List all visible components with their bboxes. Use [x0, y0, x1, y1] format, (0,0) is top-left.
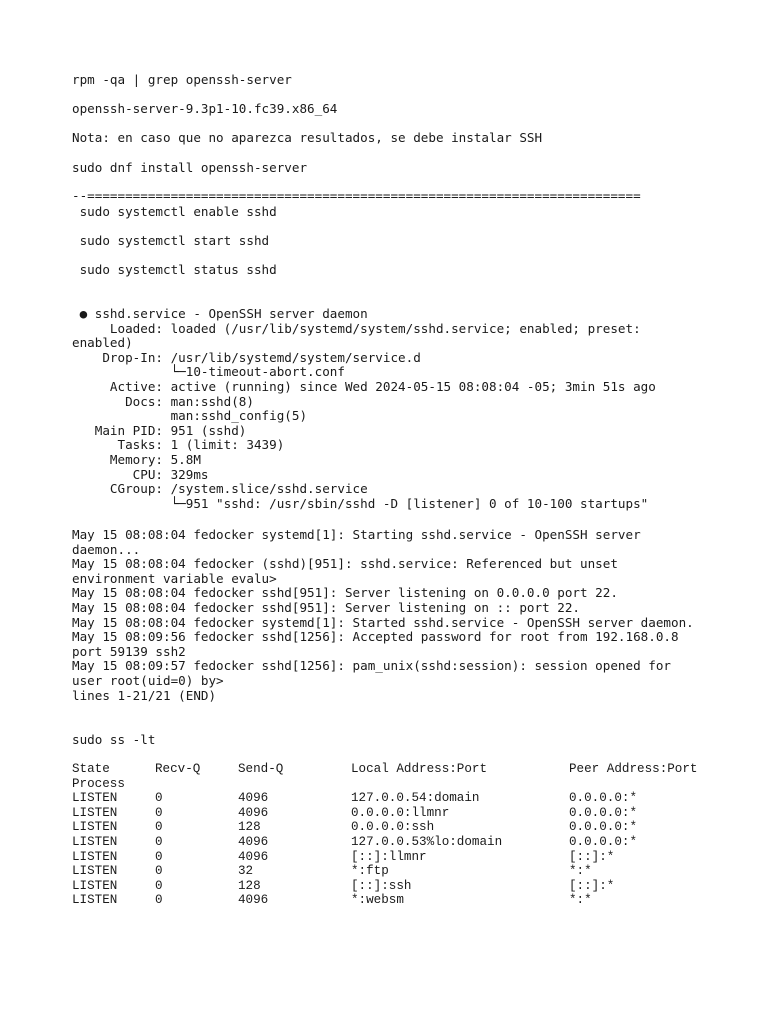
ss-cell-local-address: 0.0.0.0:ssh [351, 820, 435, 835]
ss-cell-peer-address: [::]:* [569, 849, 615, 864]
command-dnf-install: sudo dnf install openssh-server [72, 160, 308, 175]
ss-cell-send-q: 128 [238, 820, 261, 835]
ss-table-header [72, 762, 709, 777]
command-ss-listening: sudo ss -lt [72, 732, 156, 747]
ss-cell-state: LISTEN [72, 834, 118, 849]
ss-cell-send-q: 4096 [238, 893, 269, 908]
ss-cell-peer-address: 0.0.0.0:* [569, 820, 638, 835]
command-start-sshd: sudo systemctl start sshd [72, 233, 270, 248]
ss-cell-peer-address: 0.0.0.0:* [569, 834, 638, 849]
ss-cell-state: LISTEN [72, 820, 118, 835]
ss-cell-state: LISTEN [72, 893, 118, 908]
table-row [72, 879, 709, 894]
ss-cell-local-address: [::]:llmnr [351, 849, 427, 864]
ss-cell-send-q: 128 [238, 878, 261, 893]
ss-cell-state: LISTEN [72, 805, 118, 820]
command-rpm-query: rpm -qa | grep openssh-server [72, 72, 292, 87]
ss-header-send-q: Send-Q [238, 762, 284, 776]
table-row [72, 893, 709, 908]
table-row [72, 850, 709, 865]
sshd-journal-log: May 15 08:08:04 fedocker systemd[1]: Starting sshd.service - OpenSSH server daemon... May 15 08:08:04 fedocker (sshd)[951]: sshd.service: Referenced but unset environment variable evalu> May 15 08:08:04 fedocker sshd[951]: Server listening on 0.0.0.0 port 22. May 15 08:08:04 fedocker sshd[951]: Server listening on :: port 22. May 15 08:08:04 fedocker systemd[1]: Started sshd.service - OpenSSH server daemon. May 15 08:09:56 fedocker sshd[1256]: Accepted password for root from 192.168.0.8 port 59139 ssh2 May 15 08:09:57 fedocker sshd[1256]: pam_unix(sshd:session): session opened for user root(uid=0) by> lines 1-21/21 (END) [72, 527, 694, 703]
ss-header-state: State [72, 762, 110, 776]
ss-cell-local-address: *:websm [351, 893, 404, 908]
ss-cell-peer-address: 0.0.0.0:* [569, 805, 638, 820]
ss-cell-send-q: 32 [238, 864, 254, 879]
ss-cell-state: LISTEN [72, 864, 118, 879]
table-row [72, 806, 709, 821]
ss-cell-local-address: *:ftp [351, 864, 389, 879]
ss-table-header-wrap [72, 777, 709, 792]
ss-cell-local-address: [::]:ssh [351, 878, 412, 893]
ss-cell-recv-q: 0 [155, 834, 163, 849]
table-row [72, 791, 709, 806]
ss-cell-send-q: 4096 [238, 805, 269, 820]
ss-header-local-address: Local Address:Port [351, 762, 488, 776]
table-row [72, 864, 709, 879]
ss-cell-recv-q: 0 [155, 893, 163, 908]
ss-cell-recv-q: 0 [155, 878, 163, 893]
ss-table-body [72, 791, 709, 908]
ss-header-peer-address: Peer Address:Port [569, 762, 698, 776]
ss-cell-send-q: 4096 [238, 791, 269, 806]
ss-cell-peer-address: 0.0.0.0:* [569, 791, 638, 806]
install-note: Nota: en caso que no aparezca resultados, se debe instalar SSH [72, 130, 543, 145]
ss-cell-recv-q: 0 [155, 820, 163, 835]
ss-cell-local-address: 127.0.0.54:domain [351, 791, 480, 806]
command-status-sshd: sudo systemctl status sshd [72, 262, 277, 277]
ss-cell-local-address: 0.0.0.0:llmnr [351, 805, 450, 820]
ss-cell-recv-q: 0 [155, 849, 163, 864]
ss-cell-peer-address: *:* [569, 893, 592, 908]
command-enable-sshd: sudo systemctl enable sshd [72, 204, 277, 219]
sshd-status-output: ● sshd.service - OpenSSH server daemon Loaded: loaded (/usr/lib/systemd/system/sshd.service; enabled; preset: enabled) Drop-In: /usr/lib/systemd/system/service.d └─10-timeout-abort.conf Active: active (running) since Wed 2024-05-15 08:08:04 -05; 3min 51s ago Docs: man:sshd(8) man:sshd_config(5) Main PID: 951 (sshd) Tasks: 1 (limit: 3439) Memory: 5.8M CPU: 329ms CGroup: /system.slice/sshd.service └─951 "sshd: /usr/sbin/sshd -D [listener] 0 of 10-100 startups" [72, 306, 656, 511]
ss-cell-send-q: 4096 [238, 834, 269, 849]
ss-cell-state: LISTEN [72, 791, 118, 806]
ss-cell-recv-q: 0 [155, 805, 163, 820]
ss-header-process: Process [72, 776, 125, 791]
ss-cell-state: LISTEN [72, 878, 118, 893]
ss-cell-peer-address: [::]:* [569, 878, 615, 893]
ss-cell-state: LISTEN [72, 849, 118, 864]
ss-cell-peer-address: *:* [569, 864, 592, 879]
ss-cell-local-address: 127.0.0.53%lo:domain [351, 834, 503, 849]
ss-cell-send-q: 4096 [238, 849, 269, 864]
separator-line: --========================================================================= [72, 188, 641, 203]
table-row [72, 835, 709, 850]
ss-listening-table [72, 762, 709, 908]
ss-cell-recv-q: 0 [155, 791, 163, 806]
table-row [72, 820, 709, 835]
rpm-query-result: openssh-server-9.3p1-10.fc39.x86_64 [72, 101, 338, 116]
ss-cell-recv-q: 0 [155, 864, 163, 879]
ss-header-recv-q: Recv-Q [155, 762, 201, 776]
